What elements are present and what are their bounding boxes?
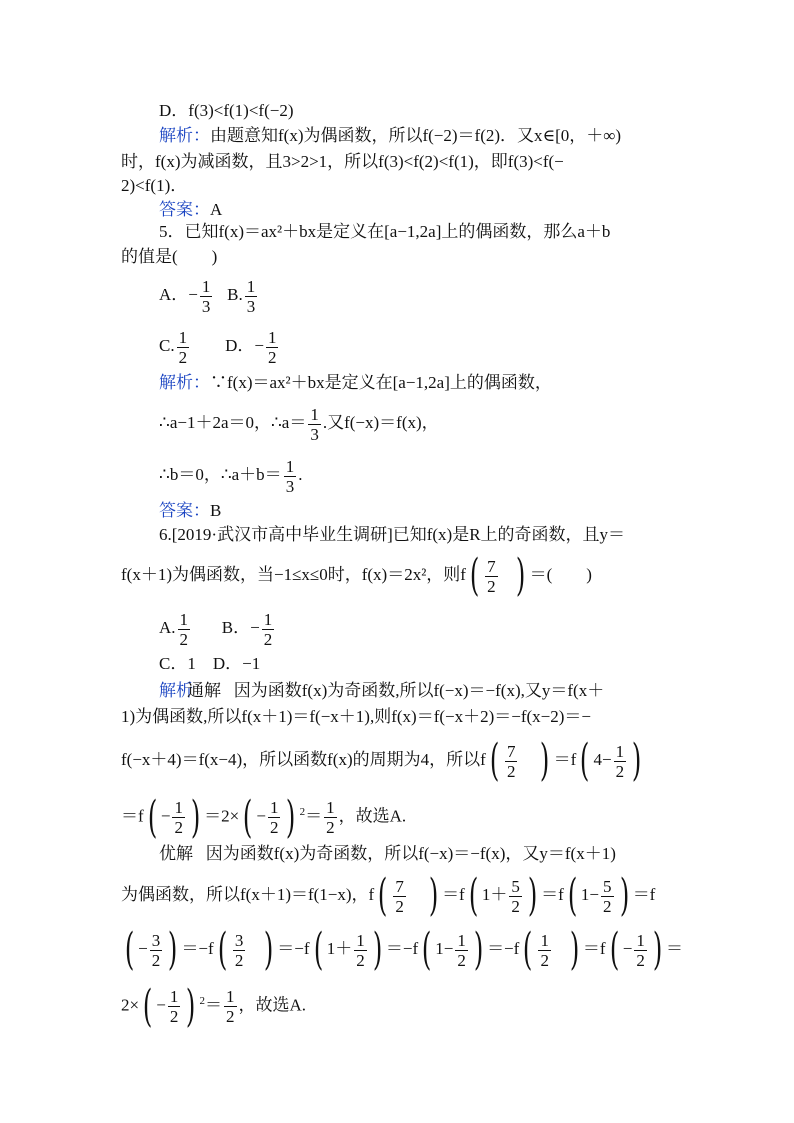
fraction: $\frac{1}{3}$ [246,276,256,316]
q5-stem-line2: 的值是( ) [121,247,218,266]
fraction: $\frac{1}{2}$ [263,609,273,649]
fraction: $\frac{1}{2}$ [356,930,365,970]
fraction: $\frac{1}{2}$ [169,987,179,1027]
q6-options-ab: A. $\frac{1}{2}$ B．− $\frac{1}{2}$ [159,609,273,649]
q6-stem-line1: 6.[2019·武汉市高中毕业生调研]已知f(x)是R上的奇函数，且y＝ [159,525,626,544]
fraction: $\frac{1}{2}$ [267,327,277,367]
q6-solution-line1: 解析通解 因为函数f(x)为奇函数,所以f(−x)＝−f(x),又y＝f(x＋ [159,681,605,700]
fraction: $\frac{3}{2}$ [151,930,161,970]
q6-options-cd: C．1 D．−1 [159,654,261,673]
q4-solution-line3: 2)<f(1)． [121,176,188,195]
q6-alt-tag: 优解 [159,844,193,863]
q6-solution-line3: f(−x＋4)＝f(x−4)，所以函数f(x)的周期为4，所以f( $\frac{7}{2}$ ) ＝f( 4− $\frac{1}{2}$ ) [121,735,642,787]
q4-solution-line1: 解析：由题意知f(x)为偶函数，所以f(−2)＝f(2)．又x∈[0，＋∞) [159,126,622,145]
q6-solution-line4: ＝f( − $\frac{1}{2}$ ) ＝2×( − $\frac{1}{2}$ ) $^2$＝ $\frac{1}{2}$ ，故选A. [121,791,407,843]
fraction: $\frac{5}{2}$ [603,876,612,916]
fraction: $\frac{1}{2}$ [540,930,549,970]
fraction: $\frac{1}{3}$ [310,404,319,444]
q5-answer-label: 答案： [159,501,210,520]
q5-solution-line1: 解析：∵f(x)＝ax²＋bx是定义在[a−1,2a]上的偶函数， [159,373,552,392]
q6-alt-line4: 2×( − $\frac{1}{2}$ ) $^2$＝ $\frac{1}{2}$ ，故选A. [121,980,307,1032]
fraction: $\frac{1}{2}$ [326,798,335,838]
q5-options-ab: A．− $\frac{1}{3}$ B. $\frac{1}{3}$ [159,276,256,316]
q4-answer: 答案：A [159,200,223,219]
fraction: $\frac{5}{2}$ [511,876,520,916]
fraction: $\frac{3}{2}$ [234,930,244,970]
q5-solution-line2: ∴a−1＋2a＝0，∴a＝ $\frac{1}{3}$ .又f(−x)＝f(x)， [159,404,439,444]
q4-solution-line2: 时，f(x)为减函数，且3>2>1，所以f(3)<f(2)<f(1)，即f(3)<f(− [121,152,564,171]
fraction: $\frac{7}{2}$ [395,876,404,916]
fraction: $\frac{1}{2}$ [179,609,189,649]
fraction: $\frac{1}{2}$ [174,798,183,838]
fraction: $\frac{1}{2}$ [457,930,466,970]
q6-stem-line2: f(x＋1)为偶函数，当−1≤x≤0时，f(x)＝2x²，则f( $\frac{7}{2}$ ) ＝( ) [121,550,592,602]
q6-alt-line3: ( − $\frac{3}{2}$ ) ＝−f( $\frac{3}{2}$ ) ＝−f( 1＋ $\frac{1}{2}$ ) ＝−f( 1− $\frac{1}{2}$ ) ＝−f( $\frac{1}{2}$ ) ＝f( − $\frac{1}{2}$ ) ＝ [124,924,684,976]
q4-answer-label: 答案： [159,200,210,219]
q6-alt-line1: 优解 因为函数f(x)为奇函数，所以f(−x)＝−f(x)，又y＝f(x＋1) [159,844,616,863]
q5-solution-label: 解析： [159,373,210,392]
fraction: $\frac{1}{2}$ [178,327,188,367]
fraction: $\frac{1}{3}$ [285,456,295,496]
q5-solution-line3: ∴b＝0，∴a＋b＝ $\frac{1}{3}$ . [159,456,303,496]
fraction: $\frac{7}{2}$ [506,741,516,781]
fraction: $\frac{1}{2}$ [226,987,235,1027]
q5-answer: 答案：B [159,501,222,520]
q5-options-cd: C. $\frac{1}{2}$ D．− $\frac{1}{2}$ [159,327,277,367]
fraction: $\frac{7}{2}$ [487,556,496,596]
q6-method-tag: 通解 [187,681,221,700]
q6-solution-line2: 1)为偶函数,所以f(x＋1)＝f(−x＋1),则f(x)＝f(−x＋2)＝−f(x−2)＝− [121,707,592,726]
q4-option-d: D．f(3)<f(1)<f(−2) [159,101,294,120]
fraction: $\frac{1}{2}$ [615,741,625,781]
fraction: $\frac{1}{2}$ [636,930,645,970]
q5-stem-line1: 5．已知f(x)＝ax²＋bx是定义在[a−1,2a]上的偶函数，那么a＋b [159,222,611,241]
fraction: $\frac{1}{2}$ [269,798,279,838]
fraction: $\frac{1}{3}$ [201,276,211,316]
q4-solution-label: 解析： [159,126,210,145]
q6-alt-line2: 为偶函数，所以f(x＋1)＝f(1−x)，f( $\frac{7}{2}$ ) ＝f( 1＋ $\frac{5}{2}$ ) ＝f( 1− $\frac{5}{2}$ ) ＝f [121,870,656,922]
q6-solution-label: 解析 [159,681,193,700]
